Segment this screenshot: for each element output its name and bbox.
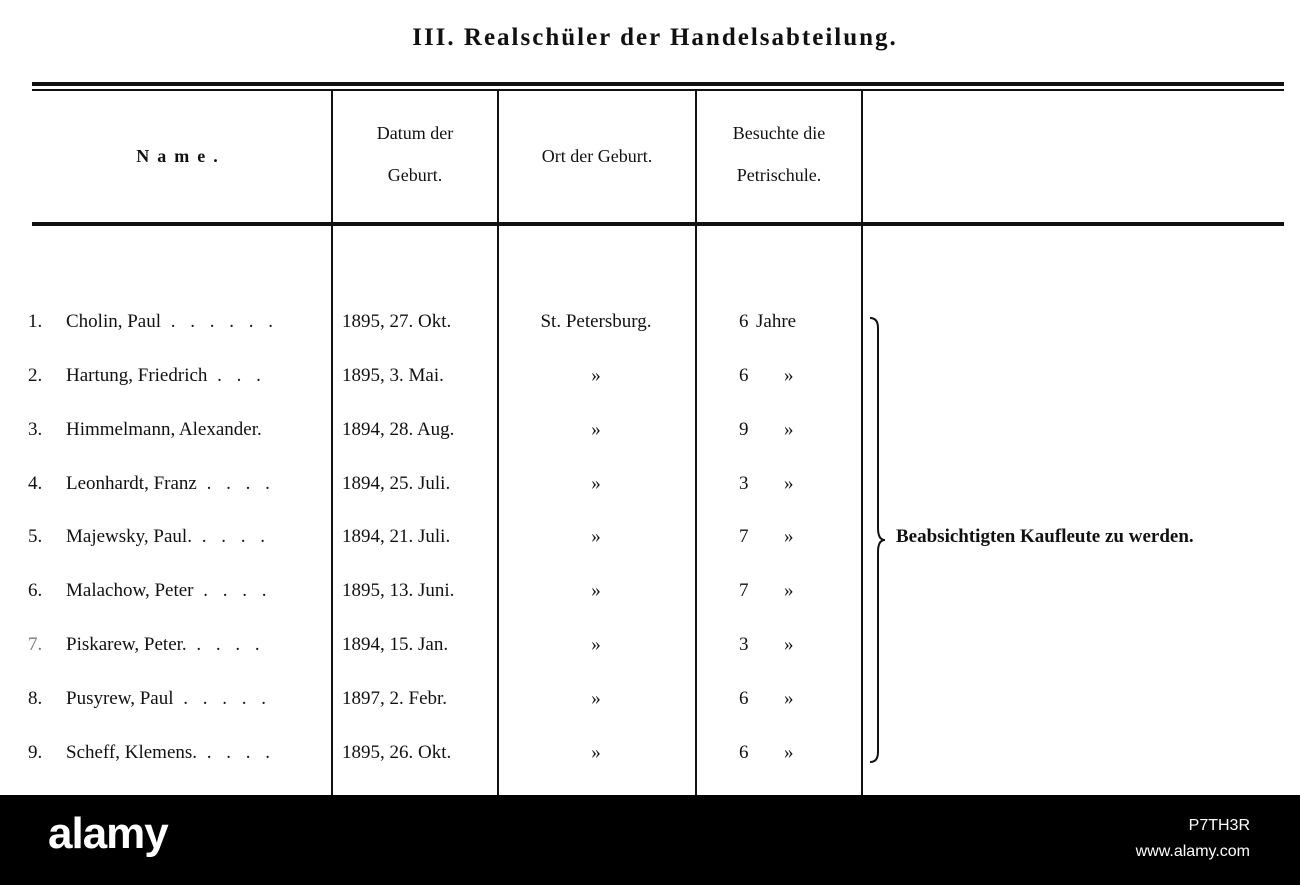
row-name: Cholin, Paul . . . . . . [66,311,279,332]
row-date: 1894, 15. Jan. [342,634,449,655]
header-date [333,118,497,190]
row-place: » [591,473,601,494]
header-school-line1: Besuchte die [732,123,826,143]
row-name: Majewsky, Paul. . . . . [66,526,270,547]
row-years: 6 [739,365,749,386]
row-place: » [591,526,601,547]
row-years: 9 [739,419,749,440]
row-date: 1895, 26. Okt. [342,742,452,763]
header-place: Ort der Geburt. [541,146,653,166]
row-number: 8. [28,688,43,709]
row-place: » [591,688,601,709]
header-school-line2: Petrischule. [736,165,822,185]
row-unit: » [784,365,794,386]
row-years: 6 [739,742,749,763]
row-date: 1895, 27. Okt. [342,311,452,332]
row-number: 3. [28,419,43,440]
row-date: 1895, 13. Juni. [342,580,455,601]
row-years: 6 [739,311,749,332]
table-row [0,419,1300,449]
site-url: www.alamy.com [1135,843,1250,860]
row-name: Malachow, Peter . . . . [66,580,272,601]
row-place: St. Petersburg. [540,311,652,332]
row-years: 3 [739,473,749,494]
row-name: Hartung, Friedrich . . . [66,365,266,386]
table-row [0,688,1300,718]
row-number: 2. [28,365,43,386]
row-years: 6 [739,688,749,709]
row-number: 1. [28,311,43,332]
row-years: 7 [739,526,749,547]
row-name: Leonhardt, Franz . . . . [66,473,275,494]
row-number: 7. [28,634,43,655]
row-unit: Jahre [756,311,797,332]
row-number: 4. [28,473,43,494]
row-date: 1897, 2. Febr. [342,688,448,709]
header-rule [32,222,1284,226]
right-brace [868,316,886,764]
table-row [0,580,1300,610]
row-unit: » [784,634,794,655]
row-name: Himmelmann, Alexander. [66,419,262,440]
row-place: » [591,419,601,440]
brand-logo: alamy [48,809,168,858]
remark-text: Beabsichtigten Kaufleute zu werden. [896,526,1194,547]
row-number: 9. [28,742,43,763]
header-date-line1: Datum der [376,123,454,143]
table-row [0,311,1300,341]
row-date: 1895, 3. Mai. [342,365,444,386]
row-date: 1894, 25. Juli. [342,473,451,494]
row-place: » [591,365,601,386]
row-name: Scheff, Klemens. . . . . [66,742,276,763]
row-unit: » [784,580,794,601]
row-place: » [591,580,601,601]
top-rule-thin [32,89,1284,91]
row-years: 7 [739,580,749,601]
top-rule [32,82,1284,86]
row-unit: » [784,688,794,709]
row-number: 6. [28,580,43,601]
row-unit: » [784,473,794,494]
header-name: Name. [136,146,226,166]
table-row [0,634,1300,664]
table-row [0,742,1300,772]
row-unit: » [784,526,794,547]
row-number: 5. [28,526,43,547]
row-name: Pusyrew, Paul . . . . . [66,688,271,709]
row-date: 1894, 28. Aug. [342,419,455,440]
watermark-bar [0,795,1300,885]
row-unit: » [784,419,794,440]
page-title: III. Realschüler der Handelsabteilung. [412,24,898,51]
row-date: 1894, 21. Juli. [342,526,451,547]
row-place: » [591,634,601,655]
row-name: Piskarew, Peter. . . . . [66,634,265,655]
header-school [697,118,861,190]
image-id: P7TH3R [1188,817,1250,834]
table-row [0,365,1300,395]
header-date-line2: Geburt. [387,165,443,185]
row-years: 3 [739,634,749,655]
row-unit: » [784,742,794,763]
row-place: » [591,742,601,763]
table-row [0,473,1300,503]
